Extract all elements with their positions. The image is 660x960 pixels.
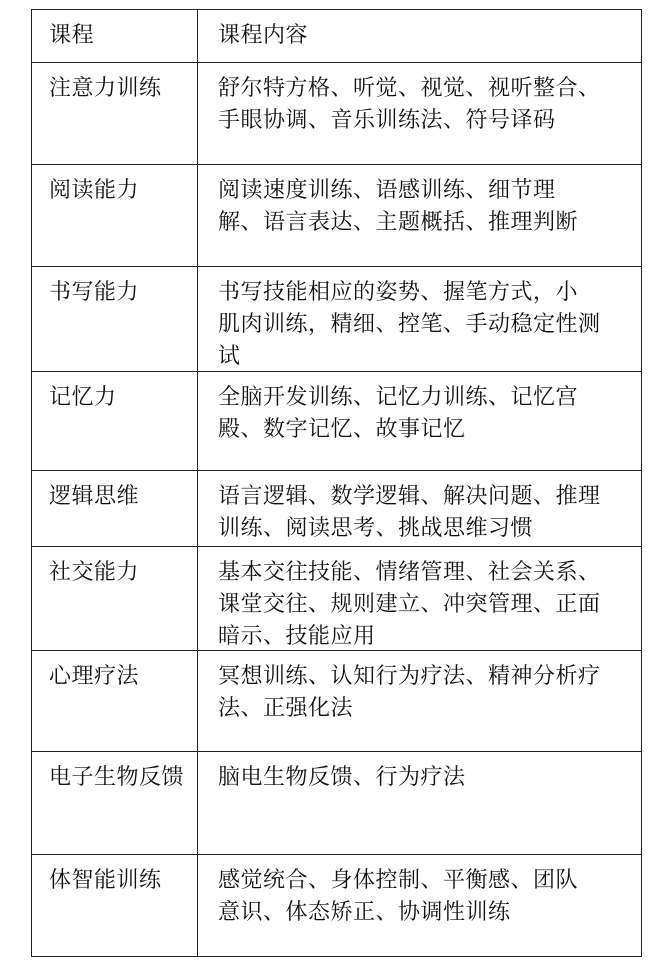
course-content (198, 547, 641, 650)
table-row (32, 471, 641, 547)
content-line: 意识、体态矫正、协调性训练 (218, 900, 511, 925)
content-line: 脑电生物反馈、行为疗法 (218, 765, 466, 790)
course-content (198, 651, 641, 751)
course-name: 注意力训练 (32, 63, 198, 164)
course-content (198, 165, 641, 266)
content-line: 试 (218, 344, 241, 369)
table-row (32, 855, 641, 956)
course-name: 心理疗法 (32, 651, 198, 751)
course-content (198, 855, 641, 956)
course-name: 阅读能力 (32, 165, 198, 266)
table-row (32, 165, 641, 267)
course-content (198, 471, 641, 546)
content-line: 课堂交往、规则建立、冲突管理、正面 (218, 592, 601, 617)
course-content (198, 752, 641, 854)
content-line: 全脑开发训练、记忆力训练、记忆宫 (218, 385, 579, 410)
course-table (31, 9, 642, 957)
header-course: 课程 (32, 10, 198, 62)
table-row (32, 63, 641, 165)
content-line: 肌肉训练，精细、控笔、手动稳定性测 (218, 312, 601, 337)
course-content (198, 372, 641, 470)
course-name: 体智能训练 (32, 855, 198, 956)
content-line: 阅读速度训练、语感训练、细节理 (218, 178, 556, 203)
header-content: 课程内容 (218, 23, 309, 48)
content-line: 冥想训练、认知行为疗法、精神分析疗 (218, 664, 601, 689)
table-row (32, 267, 641, 372)
course-name: 书写能力 (32, 267, 198, 371)
table-row (32, 372, 641, 471)
course-name: 记忆力 (32, 372, 198, 470)
table-row (32, 752, 641, 855)
content-line: 基本交往技能、情绪管理、社会关系、 (218, 560, 601, 585)
content-line: 解、语言表达、主题概括、推理判断 (218, 210, 579, 235)
course-name: 逻辑思维 (32, 471, 198, 546)
course-name: 电子生物反馈 (32, 752, 198, 854)
content-line: 语言逻辑、数学逻辑、解决问题、推理 (218, 484, 601, 509)
content-line: 法、正强化法 (218, 696, 354, 721)
table-header-row (32, 10, 641, 63)
course-content (198, 267, 641, 371)
content-line: 书写技能相应的姿势、握笔方式，小 (218, 280, 579, 305)
content-line: 殿、数字记忆、故事记忆 (218, 417, 466, 442)
content-line: 训练、阅读思考、挑战思维习惯 (218, 516, 534, 541)
content-line: 暗示、技能应用 (218, 624, 376, 649)
content-line: 感觉统合、身体控制、平衡感、团队 (218, 868, 579, 893)
course-content (198, 63, 641, 164)
course-name: 社交能力 (32, 547, 198, 650)
table-row (32, 651, 641, 752)
table-row (32, 547, 641, 651)
content-line: 手眼协调、音乐训练法、符号译码 (218, 108, 556, 133)
content-line: 舒尔特方格、听觉、视觉、视听整合、 (218, 76, 601, 101)
